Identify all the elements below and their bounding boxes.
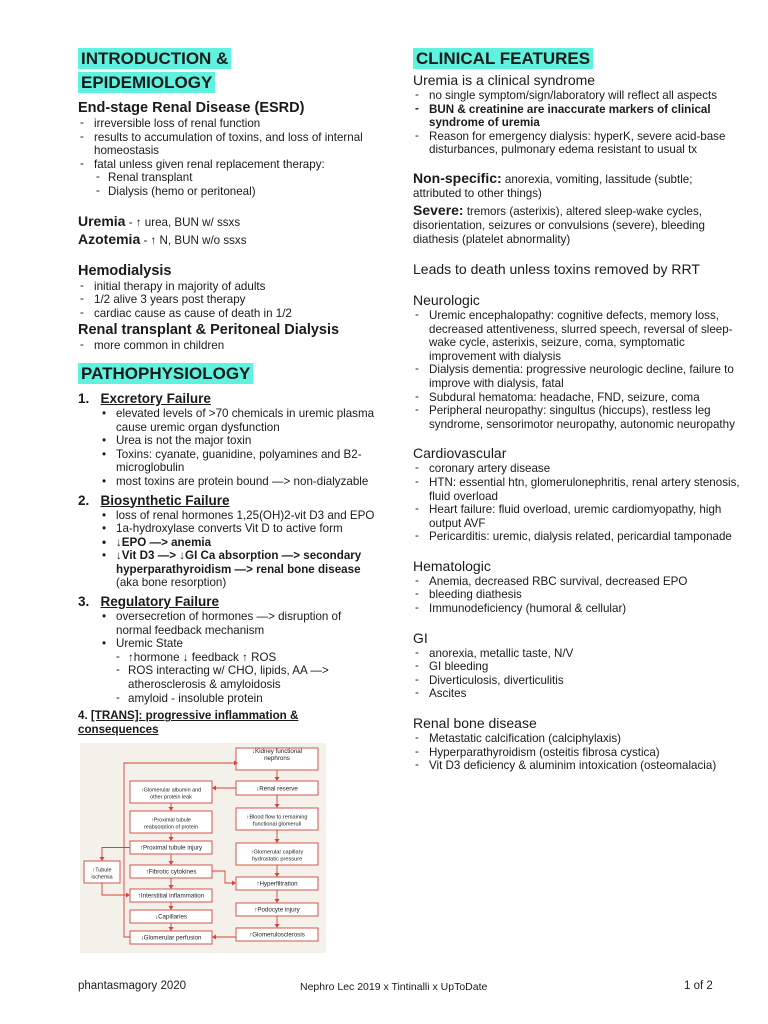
list-item: ‐ Pericarditis: uremic, dialysis related, pericardial tamponade [413, 530, 743, 544]
left-box-3 [130, 865, 212, 878]
leads-to-death-note: Leads to death unless toxins removed by RRT [413, 260, 700, 277]
renal-bone-list [413, 732, 743, 773]
box-label: ↓Kidney functional nephrons [251, 748, 303, 763]
uremic-state-sublist [78, 651, 378, 705]
intro-heading [78, 48, 378, 96]
neurologic-list [413, 309, 743, 431]
left-box-6 [130, 931, 212, 944]
box-label: ↑Fibrotic cytokines [145, 868, 197, 876]
list-item: ‐ amyloid - insoluble protein [78, 692, 378, 706]
excretory-failure-list [78, 407, 378, 489]
list-item: ‐ Peripheral neuropathy: singultus (hiccups), restless leg syndrome, sensorimotor neuropathy, autonomic neuropathy [413, 404, 743, 431]
cardiovascular-list [413, 462, 743, 544]
list-item: ‐ anorexia, metallic taste, N/V [413, 647, 743, 661]
box-label: ↑Glomerular capillary hydrostatic pressure [250, 849, 304, 863]
left-box-2 [130, 841, 212, 854]
hemodialysis-title: Hemodialysis [78, 262, 172, 279]
list-item: ‐ Immunodeficiency (humoral & cellular) [413, 602, 743, 616]
list-item: ‐ initial therapy in majority of adults [78, 280, 378, 294]
progression-flowchart [80, 743, 326, 953]
uremia-term: Uremia [78, 212, 126, 229]
list-item: ‐ ROS interacting w/ CHO, lipids, AA —> atherosclerosis & amyloidosis [78, 664, 378, 691]
list-item: • Uremic State [78, 637, 378, 651]
azotemia-term: Azotemia [78, 230, 141, 247]
box-label: ↑Glomerular albumin and other protein leak [140, 787, 202, 801]
footer-sources: Nephro Lec 2019 x Tintinalli x UpToDate [300, 981, 488, 993]
list-item: ‐ results to accumulation of toxins, and loss of internal homeostasis [78, 131, 378, 158]
list-item: ‐ Ascites [413, 687, 743, 701]
left-box-0 [130, 781, 212, 803]
hemodialysis-list [78, 280, 378, 321]
list-item: ‐ Diverticulosis, diverticulitis [413, 674, 743, 688]
list-item: • most toxins are protein bound —> non-dialyzable [78, 475, 378, 489]
right-box-3 [236, 843, 318, 865]
list-item: • ↓EPO —> anemia [78, 536, 378, 550]
list-item: ‐ more common in children [78, 339, 378, 353]
patho-heading: PATHOPHYSIOLOGY [78, 363, 378, 387]
list-item: • 1a-hydroxylase converts Vit D to active form [78, 522, 378, 536]
list-item: ‐ bleeding diathesis [413, 588, 743, 602]
right-box-0 [236, 748, 318, 770]
list-item: ‐ 1/2 alive 3 years post therapy [78, 293, 378, 307]
excretory-failure-heading: 1. Excretory Failure [78, 390, 211, 406]
neurologic-title: Neurologic [413, 291, 480, 308]
right-box-5 [236, 903, 318, 916]
list-item: ‐ fatal unless given renal replacement therapy: [78, 158, 378, 172]
list-item: ‐ no single symptom/sign/laboratory will reflect all aspects [413, 89, 743, 103]
list-item: ‐ Heart failure: fluid overload, uremic cardiomyopathy, high output AVF [413, 503, 743, 530]
clinical-heading: CLINICAL FEATURES [413, 48, 743, 72]
uremia-def: Uremia - ↑ urea, BUN w/ ssxs [78, 212, 241, 229]
side-box [84, 861, 120, 883]
esrd-list [78, 117, 378, 171]
right-box-4 [236, 877, 318, 890]
esrd-sublist [78, 171, 378, 198]
box-label: ↑Blood flow to remaining functional glomeruli [246, 814, 308, 828]
box-label: ↑Interstitial inflammation [137, 892, 205, 900]
gi-title: GI [413, 629, 428, 646]
footer-page-number: 1 of 2 [684, 980, 713, 992]
list-item: ‐ Renal transplant [78, 171, 378, 185]
nonspecific-symptoms: Non-specific: anorexia, vomiting, lassitude (subtle; attributed to other things) [413, 169, 693, 200]
trans-heading: 4. [TRANS]: progressive inflammation & consequences [78, 709, 299, 737]
azotemia-def: Azotemia - ↑ N, BUN w/o ssxs [78, 230, 247, 247]
box-label: ↓Renal reserve [256, 785, 298, 793]
list-item: ‐ GI bleeding [413, 660, 743, 674]
esrd-title: End-stage Renal Disease (ESRD) [78, 100, 305, 116]
list-item: • Urea is not the major toxin [78, 434, 378, 448]
list-item: ‐ Dialysis dementia: progressive neurologic decline, failure to improve with dialysis, fatal [413, 363, 743, 390]
left-column [78, 48, 378, 958]
box-label: ↑Proximal tubule reabsorption of protein [144, 817, 198, 831]
list-item: ‐ Vit D3 deficiency & aluminim intoxication (osteomalacia) [413, 759, 743, 773]
list-item: ‐ HTN: essential htn, glomerulonephritis, renal artery stenosis, fluid overload [413, 476, 743, 503]
intro-heading-line1: INTRODUCTION & [78, 48, 231, 69]
list-item: ‐ cardiac cause as cause of death in 1/2 [78, 307, 378, 321]
left-box-5 [130, 910, 212, 923]
regulatory-failure-list [78, 610, 378, 651]
list-item: • Toxins: cyanate, guanidine, polyamines and B2-microglobulin [78, 448, 378, 475]
list-item: ‐ irreversible loss of renal function [78, 117, 378, 131]
biosynthetic-failure-list [78, 509, 378, 591]
list-item: ‐ BUN & creatinine are inaccurate markers of clinical syndrome of uremia [413, 103, 743, 130]
gi-list [413, 647, 743, 701]
left-box-4 [130, 889, 212, 902]
box-label: ↑Glomerulosclerosis [249, 931, 305, 939]
right-box-1 [236, 781, 318, 795]
list-item: ‐ Subdural hematoma: headache, FND, seizure, coma [413, 391, 743, 405]
right-box-2 [236, 808, 318, 830]
regulatory-failure-heading: 3. Regulatory Failure [78, 594, 220, 610]
footer-author: phantasmagory 2020 [78, 980, 187, 992]
right-box-6 [236, 928, 318, 941]
box-label: ↓Capillaries [155, 913, 187, 921]
box-label: ↑Hyperfiltration [256, 880, 298, 888]
list-item: ‐ Hyperparathyroidism (osteitis fibrosa cystica) [413, 746, 743, 760]
right-column [413, 48, 743, 773]
cardiovascular-title: Cardiovascular [413, 445, 507, 462]
list-item: • elevated levels of >70 chemicals in uremic plasma cause uremic organ dysfunction [78, 407, 378, 434]
left-box-1 [130, 811, 212, 833]
list-item: ‐ Reason for emergency dialysis: hyperK, severe acid-base disturbances, pulmonary edema resistant to usual tx [413, 130, 743, 157]
list-item: • oversecretion of hormones —> disruption of normal feedback mechanism [78, 610, 378, 637]
intro-heading-line2: EPIDEMIOLOGY [78, 72, 215, 93]
hematologic-title: Hematologic [413, 557, 491, 574]
biosynthetic-failure-heading: 2. Biosynthetic Failure [78, 492, 230, 508]
list-item: ‐ Uremic encephalopathy: cognitive defects, memory loss, decreased attentiveness, slurred speech, reversal of sleep-wake cycle, asterixis, seizure, coma, symptomatic improvement with dialysis [413, 309, 743, 363]
clinical-subtitle: Uremia is a clinical syndrome [413, 72, 596, 88]
list-item: ‐ ↑hormone ↓ feedback ↑ ROS [78, 651, 378, 665]
renal-transplant-title: Renal transplant & Peritoneal Dialysis [78, 322, 340, 339]
list-item: • ↓Vit D3 —> ↓GI Ca absorption —> secondary hyperparathyroidism —> renal bone disease (aka bone resorption) [78, 549, 378, 590]
hematologic-list [413, 575, 743, 616]
box-label: ↑Proximal tubule injury [139, 844, 203, 852]
renal-transplant-list [78, 339, 378, 353]
clinical-list [413, 89, 743, 157]
list-item: • loss of renal hormones 1,25(OH)2-vit D3 and EPO [78, 509, 378, 523]
list-item: ‐ Metastatic calcification (calciphylaxis) [413, 732, 743, 746]
list-item: ‐ Anemia, decreased RBC survival, decreased EPO [413, 575, 743, 589]
box-label: ↑Tubule ischemia [91, 867, 113, 881]
list-item: ‐ Dialysis (hemo or peritoneal) [78, 185, 378, 199]
severe-symptoms: Severe: tremors (asterixis), altered sleep-wake cycles, disorientation, seizures or convulsions (severe), bleeding diathesis (platelet abnormality) [413, 201, 705, 246]
box-label: ↑Podocyte injury [254, 906, 300, 914]
box-label: ↓Glomerular perfusion [140, 934, 202, 942]
list-item: ‐ coronary artery disease [413, 462, 743, 476]
renal-bone-title: Renal bone disease [413, 715, 537, 732]
